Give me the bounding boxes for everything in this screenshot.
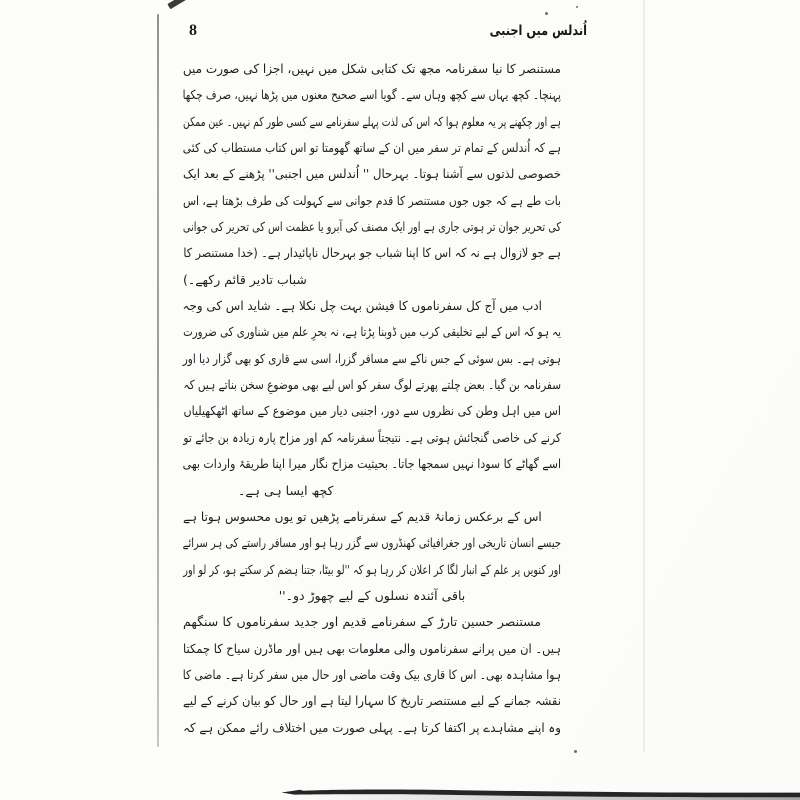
page-fold-line	[157, 14, 159, 747]
body-line: ہے اور چکھنے پر یہ معلوم ہوا کہ اس کی لذت پہلے سفرنامے سے کسی طور کم نہیں۔ عین ممکن	[183, 113, 562, 129]
body-line: ادب میں آج کل سفرناموں کا فیشن بہت چل نکلا ہے۔ شاید اس کی وجہ	[182, 298, 542, 314]
body-line: سفرنامہ بن گیا۔ بعض چلتے پھرتے لوگ سفر کو اس لیے بھی موضوعِ سخن بناتے ہیں کہ	[183, 377, 561, 393]
body-line: نقشہ جمانے کے لیے مستنصر تاریخ کا سہارا لیتا ہے اور حال کو بیان کرنے کے لیے	[183, 693, 562, 709]
body-line: وہ اپنے مشاہدے پر اکتفا کرتا ہے۔ پہلی صورت میں اختلاف رائے ممکن ہے کہ	[183, 719, 561, 735]
ink-speck	[576, 6, 578, 8]
body-line: اس میں اہل وطن کی نظروں سے دور، اجنبی دیار میں موضوع کے ساتھ اٹھکھیلیاں	[183, 403, 561, 419]
body-line: باقی آئندہ نسلوں کے لیے چھوڑ دو۔''	[278, 587, 466, 603]
header-title: اُندلس میں اجنبی	[489, 23, 587, 39]
scan-artifact-line	[643, 0, 645, 752]
body-line: اور کنویں پر علم کے انبار لگا کر اعلان کر رہا ہو کہ ''لو بیٹا، جتنا ہضم کر سکتے ہو، کر لو اور	[183, 561, 561, 577]
body-line: ہے جو لازوال ہے نہ کہ اس کا اپنا شباب جو بہرحال ناپائیدار ہے۔ (خدا مستنصر کا	[183, 245, 562, 261]
body-line: ہوتی ہے۔ بس سوئی کے جس ناکے سے مسافر گزرا، اسی سے قاری کو بھی گزار دیا اور	[182, 350, 561, 366]
body-line: شباب تادیر قائم رکھے۔)	[183, 271, 307, 287]
body-line: کرنے کی خاصی گنجائش ہوتی ہے۔ نتیجتاً سفرنامہ کم اور مزاح پارہ زیادہ بن جائے تو	[183, 429, 561, 445]
body-line: پہنچا۔ کچھ یہاں سے کچھ وہاں سے۔ گویا اسے صحیح معنوں میں پڑھا نہیں، صرف چکھا	[182, 87, 562, 103]
body-line: جیسے انسان تاریخی اور جغرافیائی کھنڈروں سے گزر رہا ہو اور مسافر راستے کی ہر سرائے	[182, 535, 561, 551]
body-text-column	[183, 56, 561, 741]
body-line: یہ ہو کہ اس کے لیے تخلیقی کرب میں ڈوبنا پڑتا ہے، نہ بحرِ علم میں شناوری کی ضرورت	[183, 324, 561, 340]
body-line: کچھ ایسا ہی ہے۔	[238, 482, 334, 498]
body-line: ہیں۔ ان میں پرانے سفرناموں والی معلومات بھی ہیں اور ماڈرن سیاح کا چمکتا	[183, 640, 561, 656]
body-line: ہوا مشاہدہ بھی۔ اس کا قاری بیک وقت ماضی اور حال میں سفر کرتا ہے۔ ماضی کا	[182, 666, 562, 682]
ink-speck	[574, 750, 577, 753]
body-line: کی تحریر جوان تر ہوتی جاری ہے اور ایک مصنف کی آبرو یا عظمت اس کی تحریر کی جوانی	[182, 219, 561, 235]
body-line: مستنصر کا نیا سفرنامہ مجھ تک کتابی شکل میں نہیں، اجزا کی صورت میں	[182, 61, 561, 76]
body-line: ہے کہ اُندلس کے تمام تر سفر میں ان کے ساتھ گھومتا تو اس کتاب مستطاب کی کئی	[182, 140, 561, 156]
corner-ink-mark	[167, 0, 192, 9]
ink-speck	[545, 12, 548, 15]
page-number: 8	[189, 22, 197, 39]
body-line: خصوصی لذتوں سے آشنا ہوتا۔ بہرحال '' اُندلس میں اجنبی'' پڑھنے کے بعد ایک	[183, 166, 561, 182]
body-line: اس کے برعکس زمانۂ قدیم کے سفرنامے پڑھیں تو یوں محسوس ہوتا ہے	[183, 508, 542, 524]
body-line: بات طے ہے کہ جوں جوں مستنصر کا قدم جوانی سے کہولت کی طرف بڑھتا ہے، اس	[182, 192, 561, 208]
body-line: اسے گھاٹے کا سودا نہیں سمجھا جاتا۔ بحیثیت مزاح نگار میرا اپنا طریقۂ واردات بھی	[182, 456, 562, 472]
body-line: مستنصر حسین تارڑ کے سفرنامے قدیم اور جدید سفرناموں کا سنگھم	[183, 614, 541, 630]
